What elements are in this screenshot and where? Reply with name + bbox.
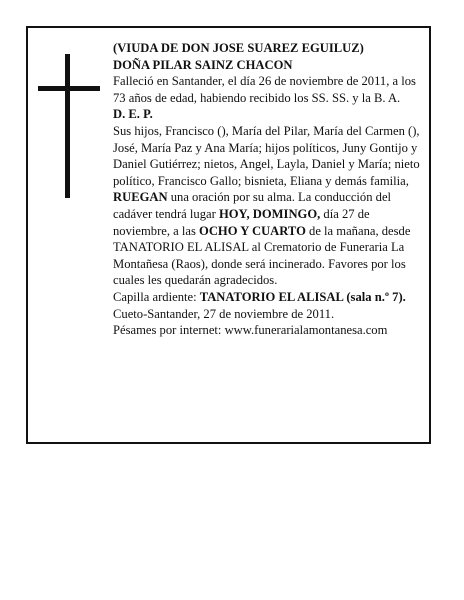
funeral-rest: de la mañana, desde TANATORIO EL ALISAL al Crematorio de Funeraria La Montañesa (Raos), donde será incinerado. Favores por los cuales les quedarán agradecidos.: [113, 223, 411, 288]
chapel-label: Capilla ardiente:: [113, 289, 200, 304]
chapel-line: [113, 289, 425, 306]
cross-icon: [38, 54, 100, 198]
funeral-time: OCHO Y CUARTO: [199, 223, 306, 238]
cross-horizontal-bar: [38, 86, 100, 91]
widow-line: (VIUDA DE DON JOSE SUAREZ EGUILUZ): [113, 41, 364, 55]
dep-line: D. E. P.: [113, 107, 153, 122]
condolences-line: Pésames por internet: www.funerarialamontanesa.com: [113, 323, 388, 338]
place-date: Cueto-Santander, 27 de noviembre de 2011.: [113, 306, 335, 321]
deceased-name: DOÑA PILAR SAINZ CHACON: [113, 57, 293, 72]
funeral-details: [113, 189, 425, 289]
ruegan-text: una oración por su alma. La conducción del cadáver tendrá lugar: [113, 190, 392, 221]
cross-vertical-bar: [65, 54, 70, 198]
obituary-text: [113, 40, 425, 339]
family-list: Sus hijos, Francisco (), María del Pilar, María del Carmen (), José, María Paz y Ana María; hijos políticos, Juny Gontijo y Daniel Gutiérrez; nietos, Angel, Layla, Daniel y María; nieto político, Francisco Gallo; bisnieta, Eliana y demás familia,: [113, 123, 420, 188]
funeral-day: HOY, DOMINGO,: [218, 206, 321, 221]
ruegan-word: RUEGAN: [113, 190, 168, 205]
date-text: día 27 de noviembre, a las: [113, 206, 370, 238]
death-notice: Falleció en Santander, el día 26 de noviembre de 2011, a los 73 años de edad, habiendo recibido los SS. SS. y la B. A.: [113, 74, 416, 105]
chapel-place: TANATORIO EL ALISAL (sala n.º 7).: [199, 289, 406, 304]
